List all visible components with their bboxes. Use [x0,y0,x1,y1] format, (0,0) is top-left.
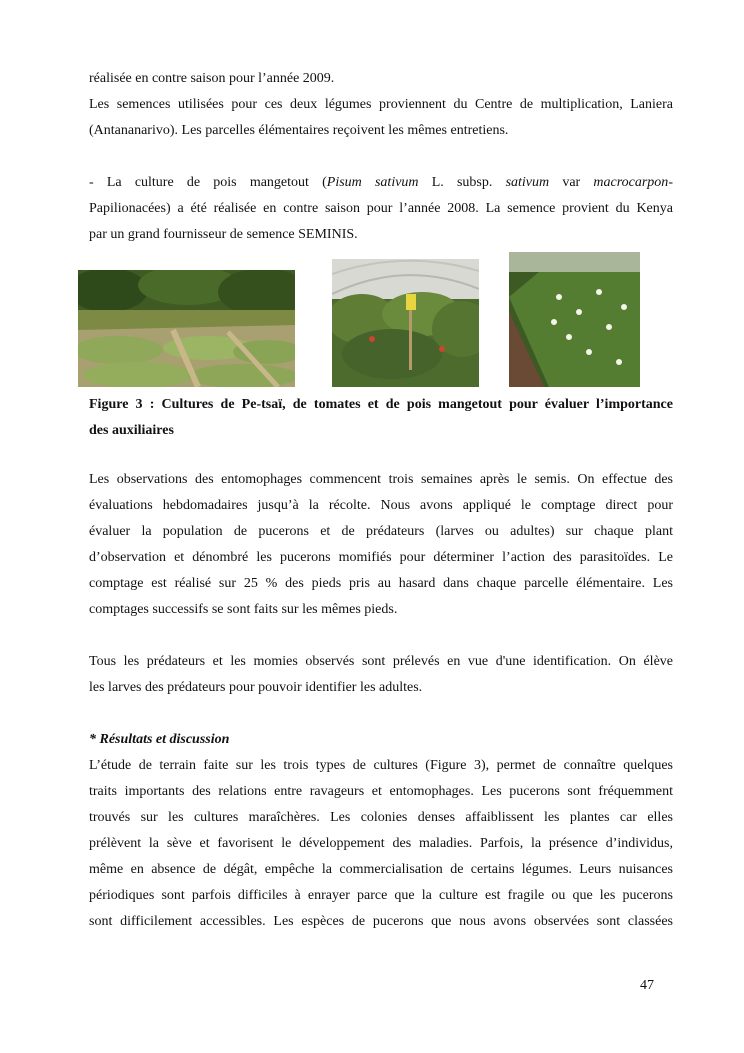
photo-pois-mangetout [509,252,640,387]
predateurs-paragraph [89,649,673,701]
obs-line: Les observations des entomophages commencent trois semaines après le semis. On effectue des [89,472,673,487]
obs-line: évaluer la population de pucerons et de prédateurs (larves ou adultes) sur chaque plant [89,524,673,539]
pois-variety: macrocarpon [593,175,669,190]
pois-genus: Pisum sativum [326,175,419,190]
caption-line-2: des auxiliaires [89,423,174,438]
caption-line-1: Figure 3 : Cultures de Pe-tsaï, de tomates et de pois mangetout pour évaluer l’importance [89,397,673,412]
observations-paragraph [89,467,673,623]
pois-line-1 [89,170,673,196]
intro-line-3: (Antananarivo). Les parcelles élémentaires reçoivent les mêmes entretiens. [89,123,509,138]
photo-pe-tsai-field [78,270,295,387]
obs-line: évaluations hebdomadaires jusqu’à la récolte. Nous avons appliqué le comptage direct pour [89,498,673,513]
pred-line: Tous les prédateurs et les momies observés sont prélevés en vue d'une identification. On élève [89,654,673,669]
pois-subsp: sativum [505,175,550,190]
results-line: L’étude de terrain faite sur les trois types de cultures (Figure 3), permet de connaître quelques [89,758,673,773]
results-heading: * Résultats et discussion [89,732,230,747]
pois-author: L. subsp. [418,175,506,190]
pred-line: les larves des prédateurs pour pouvoir identifier les adultes. [89,680,423,695]
pois-line-2: Papilionacées) a été réalisée en contre saison pour l’année 2008. La semence provient du Kenya [89,201,673,216]
page-number: 47 [640,978,654,993]
intro-paragraph [89,66,673,144]
results-line: même en absence de dégât, empêche la commercialisation de certains légumes. Leurs nuisances [89,862,673,877]
intro-line-2: Les semences utilisées pour ces deux légumes proviennent du Centre de multiplication, Laniera [89,97,673,112]
pois-var-label: var [549,175,594,190]
intro-line-1: réalisée en contre saison pour l’année 2009. [89,71,335,86]
results-line: prélèvent la sève et favorisent le développement des maladies. Parfois, la présence d’individus, [89,836,673,851]
figure-caption [89,392,673,444]
pois-paragraph [89,170,673,248]
results-line: trouvés sur les cultures maraîchères. Les colonies denses affaiblissent les plantes car elles [89,810,673,825]
obs-line: d’observation et dénombré les pucerons momifiés pour déterminer l’action des parasitoïdes. Le [89,550,673,565]
results-line: traits importants des relations entre ravageurs et entomophages. Les pucerons sont fréquemment [89,784,673,799]
obs-line: comptage est réalisé sur 25 % des pieds pris au hasard dans chaque parcelle élémentaire. Les [89,576,673,591]
obs-line: comptages successifs se sont faits sur les mêmes pieds. [89,602,398,617]
pois-line1-end: - [668,175,673,190]
pois-prefix: - La culture de pois mangetout ( [89,175,327,190]
photo-tomatoes-greenhouse [332,259,479,387]
results-line: sont difficilement accessibles. Les espèces de pucerons que nous avons observées sont classées [89,914,673,929]
results-paragraph [89,753,673,935]
pois-line-3: par un grand fournisseur de semence SEMINIS. [89,227,358,242]
results-line: périodiques sont parfois difficiles à enrayer parce que la culture est fragile ou que les pucerons [89,888,673,903]
